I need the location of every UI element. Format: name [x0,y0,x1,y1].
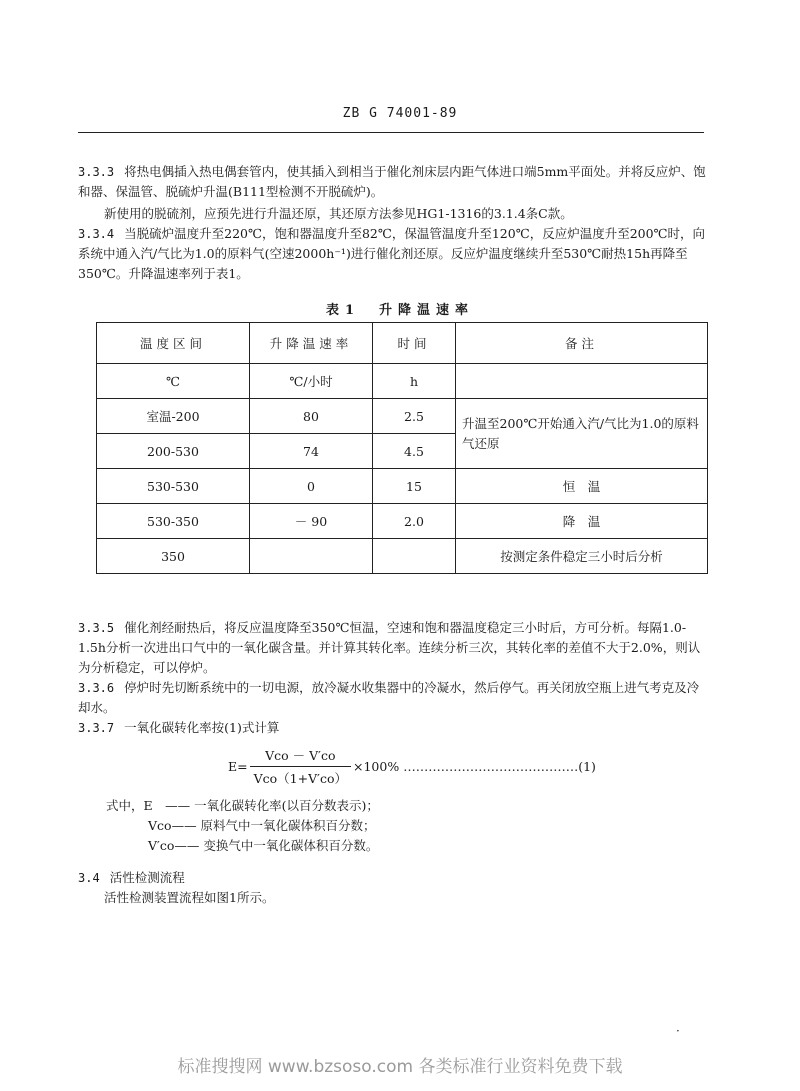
table-row [97,469,708,504]
table-cell: 15 [373,469,456,504]
rate-table [96,322,708,574]
table-cell: 0 [250,469,373,504]
clause-3-4-heading [78,868,710,888]
unit-cell: ℃/小时 [250,364,373,399]
symbol: Vco [148,818,172,833]
formula-fraction [250,746,351,787]
table-cell: 恒 温 [456,469,708,504]
clause-text: 催化剂经耐热后，将反应温度降至350℃恒温，空速和饱和器温度稳定三小时后，方可分析。每隔1.0-1.5h分析一次进出口气中的一氧化碳含量。并计算其转化率。连续分析三次，其转化率的差值不大于2.0%，则认为分析稳定，可以停炉。 [78,620,701,675]
header-rate: 升降温速率 [250,323,373,364]
clause-text: 停炉时先切断系统中的一切电源，放冷凝水收集器中的冷凝水，然后停气。再关闭放空瓶上进气考克及冷却水。 [78,680,700,715]
table-cell [250,539,373,574]
unit-cell: ℃ [97,364,250,399]
where-intro: 式中， [106,798,144,813]
table-cell: 2.0 [373,504,456,539]
conversion-formula [228,746,596,787]
clause-3-3-3 [78,162,710,202]
clause-text: 将热电偶插入热电偶套管内，使其插入到相当于催化剂床层内距气体进口端5mm平面处。并将反应炉、饱和器、保温管、脱硫炉升温(B111型检测不开脱硫炉)。 [78,164,706,199]
header-temperature-range: 温度区间 [97,323,250,364]
table-row [97,504,708,539]
table-cell: 室温-200 [97,399,250,434]
table-cell: 200-530 [97,434,250,469]
page-mark: · [676,1024,680,1038]
formula-leader: ……………………………………(1) [403,759,596,774]
symbol-definitions [106,796,379,856]
clause-title: 活性检测流程 [109,870,185,885]
definition-row [106,796,379,816]
symbol: V′co [148,838,175,853]
symbol-description: —— 原料气中一氧化碳体积百分数； [171,818,376,833]
symbol-description: —— 一氧化碳转化率(以百分数表示)； [165,798,379,813]
header-time: 时间 [373,323,456,364]
clause-number: 3.3.6 [78,681,115,695]
clause-number: 3.3.3 [78,165,115,179]
table-cell: 2.5 [373,399,456,434]
table-row [97,539,708,574]
table-cell [373,539,456,574]
clause-3-3-4 [78,224,710,284]
clause-number: 3.3.4 [78,227,115,241]
clause-number: 3.3.7 [78,721,115,735]
definition-row [106,816,379,836]
table-cell: 升温至200℃开始通入汽/气比为1.0的原料气还原 [456,399,708,469]
symbol-description: —— 变换气中一氧化碳体积百分数。 [174,838,379,853]
table-header-row [97,323,708,364]
table-cell: 350 [97,539,250,574]
table-units-row [97,364,708,399]
table-cell: 530-530 [97,469,250,504]
table-caption: 表1 升降温速率 [325,303,475,318]
symbol: E [143,798,153,813]
table-cell: － 90 [250,504,373,539]
formula-denominator: Vco（1+V′co） [253,771,347,786]
clause-3-3-3-note: 新使用的脱硫剂，应预先进行升温还原，其还原方法参见HG1-1316的3.1.4条C款。 [104,206,573,221]
watermark-text: 标准搜搜网 www.bzsoso.com 各类标准行业资料免费下载 [177,1057,623,1077]
clause-number: 3.4 [78,871,100,885]
definition-row [106,836,379,856]
table-cell: 530-350 [97,504,250,539]
formula-lhs: E= [228,759,248,774]
table-cell: 降 温 [456,504,708,539]
clause-number: 3.3.5 [78,621,115,635]
clause-3-3-5 [78,618,710,678]
header-rule [78,132,704,133]
clause-3-3-7 [78,718,710,738]
table-cell: 4.5 [373,434,456,469]
table-cell: 74 [250,434,373,469]
table-cell: 按测定条件稳定三小时后分析 [456,539,708,574]
clause-3-3-6 [78,678,710,718]
document-code: ZB G 74001-89 [342,106,458,121]
clause-text: 当脱硫炉温度升至220℃，饱和器温度升至82℃，保温管温度升至120℃，反应炉温度升至200℃时，向系统中通入汽/气比为1.0的原料气(空速2000h⁻¹)进行催化剂还原。反应炉温度继续升至530℃耐热15h再降至350℃。升降温速率列于表1。 [78,226,706,281]
unit-cell [456,364,708,399]
header-remarks: 备注 [456,323,708,364]
formula-numerator: Vco － V′co [250,746,351,767]
table-cell: 80 [250,399,373,434]
clause-3-4-text: 活性检测装置流程如图1所示。 [104,890,275,905]
formula-rhs: ×100% [352,759,400,774]
clause-text: 一氧化碳转化率按(1)式计算 [124,720,280,735]
table-row [97,399,708,434]
unit-cell: h [373,364,456,399]
